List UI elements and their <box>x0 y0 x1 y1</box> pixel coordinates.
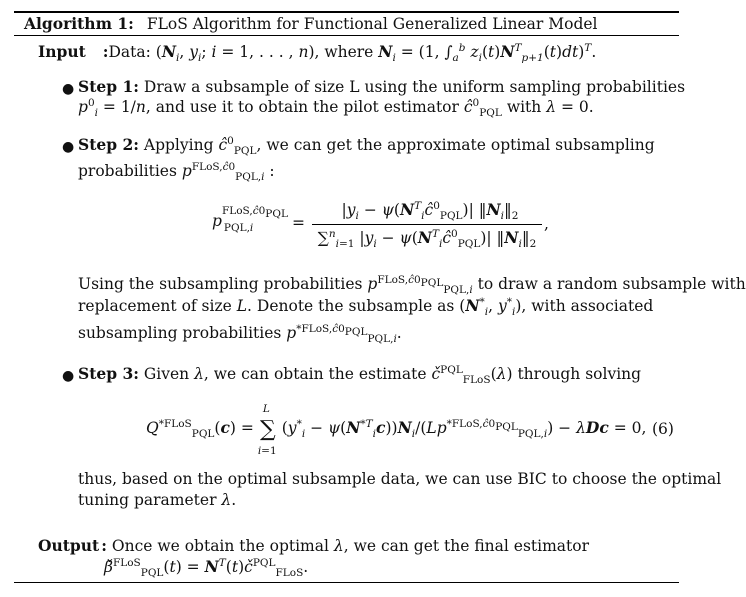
step-3-after-line-1: thus, based on the optimal subsample data, we can use BIC to choose the optimal <box>78 470 722 488</box>
output-colon: : <box>101 536 107 555</box>
step-3-eq-number: (6) <box>652 420 674 438</box>
step-1-label: Step 1: <box>78 77 139 96</box>
step-2-after-line-3: subsampling probabilities $p^{*FLoS,ĉ0_{PQL}}_{PQL,i}$. <box>78 322 402 346</box>
top-rule <box>14 11 679 13</box>
step-2-line-2: probabilities $p^{FLoS,ĉ0}_{PQL,i}$ : <box>78 160 275 184</box>
step-2-eq-denominator: ∑$^n_{i=1}$ $|y_i$ − $\psi(N^T_iĉ^0_{PQL})|$ $‖N_i‖_2$ <box>317 227 537 251</box>
bullet-3: ● <box>62 368 75 384</box>
step-3-equation: $Q^{*FLoS}_{PQL}(c)$ = ∑ L i=1 $(y^*_i - \psi(N^{*T}_ic))N_i/(Lp^{*FLoS,ĉ0_{PQL}}_{PQL,i}) - \lambda Dc = 0$, <box>146 403 647 457</box>
algorithm-header <box>24 15 598 33</box>
step-1-line-2: $p^0_i = 1/n$, and use it to obtain the pilot estimator $ĉ^0_{PQL}$ with λ = 0. <box>78 96 594 120</box>
output-line-1: Once we obtain the optimal λ, we can get the final estimator <box>111 537 590 555</box>
step-2-eq-equals: = <box>292 214 305 232</box>
output-line-2: β̌$^{FLoS}_{PQL}$(t) = $N^T(t)č^{PQL}_{FLoS}$. <box>104 556 309 580</box>
bullet-1: ● <box>62 81 75 97</box>
step-2-after-line-2: replacement of size L. Denote the subsample as ($N^*_i$, $y^*_i$), with associated <box>78 295 654 319</box>
step-3-line-1: Step 3: Given λ, we can obtain the estimate $č^{PQL}_{FLoS}(\lambda)$ through solving <box>78 363 642 387</box>
step-1-text: Draw a subsample of size L using the uniform sampling probabilities <box>143 78 686 96</box>
algorithm-title: FLoS Algorithm for Functional Generalized Linear Model <box>146 15 598 33</box>
input-colon: : <box>102 42 109 61</box>
step-2-line-1: Step 2: Applying $ĉ^0_{PQL}$, we can get the approximate optimal subsampling <box>78 134 655 158</box>
input-formula: ($N_i$, $y_i$; i = 1, . . . , n), where $N_i = (1$, $\int_a^b$ $z_i(t)N^T_{p+1}(t)dt)^T$. <box>155 41 597 65</box>
step-3-label: Step 3: <box>78 364 139 383</box>
bullet-2: ● <box>62 139 75 155</box>
output-row <box>38 537 589 555</box>
input-text-prefix: Data: <box>108 43 156 61</box>
bottom-rule <box>14 582 679 583</box>
step-3-after-line-2: tuning parameter λ. <box>78 491 237 509</box>
step-2-eq-numerator: $|y_i$ − $\psi(N^T_iĉ^0_{PQL})|$ $‖N_i‖_2$ <box>341 199 519 223</box>
step-1-line-1 <box>78 78 685 96</box>
step-2-eq-lhs: $p^{FLoS,ĉ0_{PQL}}_{PQL,i}$ <box>212 205 288 234</box>
input-label: Input <box>38 42 86 61</box>
step-2-after-line-1: Using the subsampling probabilities $p^{FLoS,ĉ0_{PQL}}_{PQL,i}$ to draw a random subsample with <box>78 273 746 297</box>
output-label: Output <box>38 536 100 555</box>
step-2-label: Step 2: <box>78 135 139 154</box>
step-2-eq-fraction-bar <box>312 224 542 225</box>
input-row <box>38 41 597 65</box>
algorithm-label: Algorithm 1: <box>24 14 134 33</box>
header-rule <box>14 35 679 36</box>
step-2-eq-trailing: , <box>544 215 549 233</box>
